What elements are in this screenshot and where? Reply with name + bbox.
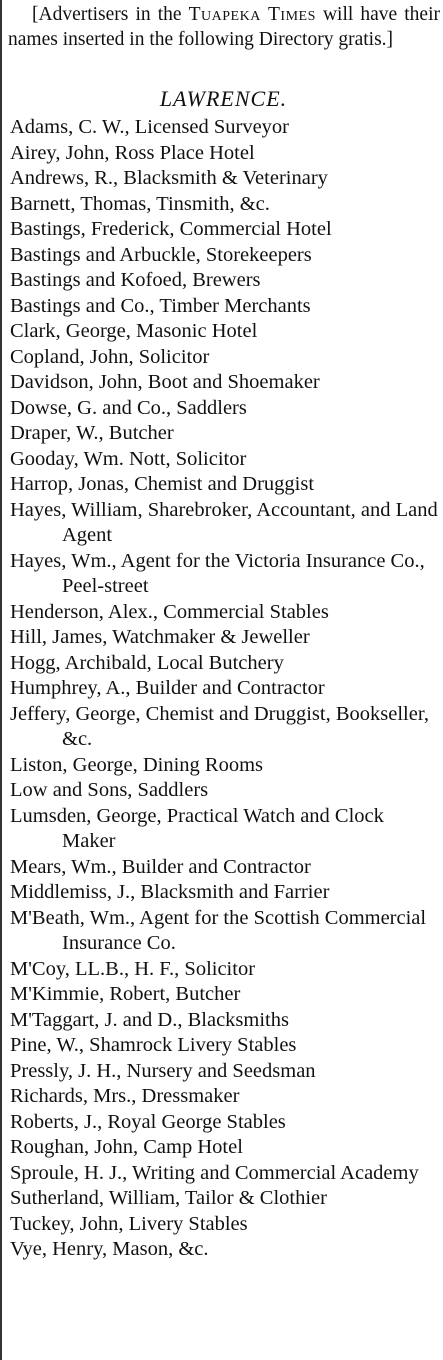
directory-entry: M'Beath, Wm., Agent for the Scottish Commercial Insurance Co. — [10, 906, 427, 954]
directory-list — [10, 115, 440, 1263]
directory-entry: Gooday, Wm. Nott, Solicitor — [10, 447, 247, 470]
directory-entry: Henderson, Alex., Commercial Stables — [10, 600, 329, 623]
directory-entry: Hill, James, Watchmaker & Jeweller — [10, 626, 310, 648]
notice-suffix: will have their names inserted in the following Directory gratis.] — [8, 4, 440, 50]
directory-entry: Sutherland, William, Tailor & Clothier — [10, 1187, 327, 1209]
section-heading: LAWRENCE. — [159, 86, 288, 111]
directory-entry: Clark, George, Masonic Hotel — [10, 320, 258, 342]
directory-entry: Pine, W., Shamrock Livery Stables — [10, 1034, 297, 1056]
directory-entry: M'Taggart, J. and D., Blacksmiths — [10, 1008, 289, 1031]
directory-entry: Vye, Henry, Mason, &c. — [10, 1238, 209, 1260]
directory-entry: Hogg, Archibald, Local Butchery — [10, 651, 284, 674]
directory-entry: Dowse, G. and Co., Saddlers — [10, 396, 247, 419]
directory-entry: Tuckey, John, Livery Stables — [10, 1212, 248, 1235]
directory-entry: Andrews, R., Blacksmith & Veterinary — [10, 167, 328, 189]
directory-entry: M'Kimmie, Robert, Butcher — [10, 983, 241, 1005]
directory-entry: Adams, C. W., Licensed Surveyor — [10, 116, 289, 138]
directory-entry: Bastings and Co., Timber Merchants — [10, 294, 311, 317]
directory-entry: M'Coy, LL.B., H. F., Solicitor — [10, 957, 256, 980]
advertiser-notice — [8, 2, 440, 52]
directory-entry: Low and Sons, Saddlers — [10, 779, 209, 801]
directory-entry: Richards, Mrs., Dressmaker — [10, 1085, 240, 1107]
directory-entry: Davidson, John, Boot and Shoemaker — [10, 371, 320, 393]
directory-entry: Barnett, Thomas, Tinsmith, &c. — [10, 192, 270, 215]
directory-entry: Pressly, J. H., Nursery and Seedsman — [10, 1059, 316, 1082]
directory-entry: Roughan, John, Camp Hotel — [10, 1136, 243, 1158]
directory-entry: Copland, John, Solicitor — [10, 345, 210, 368]
notice-prefix: [Advertisers in the — [32, 4, 182, 25]
directory-entry: Mears, Wm., Builder and Contractor — [10, 855, 311, 878]
directory-entry: Bastings, Frederick, Commercial Hotel — [10, 218, 332, 240]
directory-entry: Sproule, H. J., Writing and Commercial Academy — [10, 1161, 419, 1184]
directory-entry: Middlemiss, J., Blacksmith and Farrier — [10, 881, 330, 903]
directory-entry: Bastings and Arbuckle, Storekeepers — [10, 243, 312, 266]
directory-entry: Liston, George, Dining Rooms — [10, 753, 264, 776]
directory-entry: Bastings and Kofoed, Brewers — [10, 269, 261, 291]
directory-entry: Jeffery, George, Chemist and Druggist, Bookseller, &c. — [10, 702, 429, 750]
directory-entry: Harrop, Jonas, Chemist and Druggist — [10, 473, 315, 495]
newspaper-name: Tuapeka Times — [188, 4, 316, 25]
directory-entry: Hayes, Wm., Agent for the Victoria Insurance Co., Peel-street — [10, 549, 425, 597]
directory-entry: Hayes, William, Sharebroker, Accountant, and Land Agent — [10, 498, 438, 546]
directory-entry: Roberts, J., Royal George Stables — [10, 1110, 286, 1133]
directory-entry: Humphrey, A., Builder and Contractor — [10, 677, 325, 699]
directory-entry: Draper, W., Butcher — [10, 422, 174, 444]
directory-entry: Airey, John, Ross Place Hotel — [10, 141, 255, 164]
directory-entry: Lumsden, George, Practical Watch and Clock Maker — [10, 804, 384, 852]
